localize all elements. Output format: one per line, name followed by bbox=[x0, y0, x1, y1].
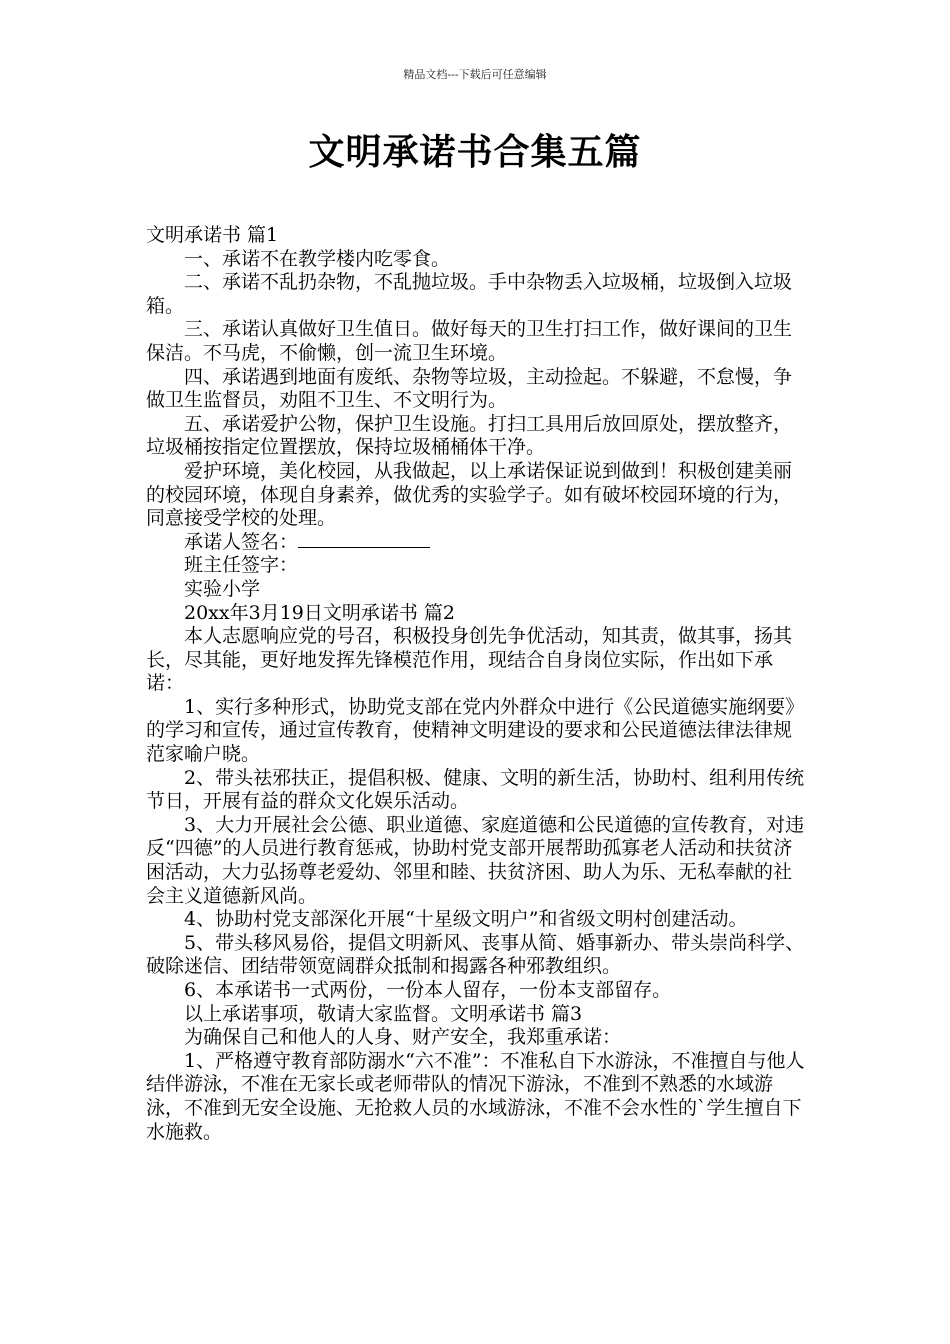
signature-label: 承诺人签名： bbox=[184, 530, 299, 553]
paragraph: 1、实行多种形式，协助党支部在党内外群众中进行《公民道德实施纲要》的学习和宣传，通过宣传教育，使精神文明建设的要求和公民道德法律法律规范家喻户晓。 bbox=[146, 695, 805, 766]
teacher-signature-label: 班主任签字： bbox=[184, 554, 299, 577]
paragraph: 爱护环境，美化校园，从我做起，以上承诺保证说到做到！积极创建美丽的校园环境，体现自身素养，做优秀的实验学子。如有破坏校园环境的行为，同意接受学校的处理。 bbox=[146, 459, 793, 530]
signature-line bbox=[146, 531, 806, 555]
paragraph: 5、带头移风易俗，提倡文明新风、丧事从简、婚事新办、带头崇尚科学、破除迷信、团结带领宽阔群众抵制和揭露各种邪教组织。 bbox=[146, 931, 805, 978]
paragraph: 3、大力开展社会公德、职业道德、家庭道德和公民道德的宣传教育，对违反“四德”的人员进行教育惩戒，协助村党支部开展帮助孤寡老人活动和扶贫济困活动，大力弘扬尊老爱幼、邻里和睦、扶贫济困、助人为乐、无私奉献的社会主义道德新风尚。 bbox=[146, 813, 805, 907]
document-body bbox=[146, 224, 806, 1144]
paragraph: 4、协助村党支部深化开展“十星级文明户”和省级文明村创建活动。 bbox=[184, 908, 748, 931]
paragraph: 一、承诺不在教学楼内吃零食。 bbox=[184, 247, 451, 270]
paragraph: 四、承诺遇到地面有废纸、杂物等垃圾，主动捡起。不躲避，不怠慢，争做卫生监督员，劝阻不卫生、不文明行为。 bbox=[146, 365, 793, 412]
paragraph: 2、带头祛邪扶正，提倡积极、健康、文明的新生活，协助村、组利用传统节日，开展有益的群众文化娱乐活动。 bbox=[146, 766, 805, 813]
section-heading-1: 文明承诺书 篇1 bbox=[146, 224, 279, 246]
paragraph: 本人志愿响应党的号召，积极投身创先争优活动，知其责，做其事，扬其长，尽其能，更好地发挥先锋模范作用，现结合自身岗位实际，作出如下承诺： bbox=[146, 625, 793, 695]
paragraph: 三、承诺认真做好卫生值日。做好每天的卫生打扫工作，做好课间的卫生保洁。不马虎，不偷懒，创一流卫生环境。 bbox=[146, 318, 793, 364]
page-header: 精品文档---下载后可任意编辑 bbox=[403, 68, 547, 81]
paragraph: 1、严格遵守教育部防溺水“六不准”：不准私自下水游泳，不准擅自与他人结伴游泳，不准在无家长或老师带队的情况下游泳，不准到不熟悉的水域游泳，不准到无安全设施、无抢救人员的水域游泳，不准不会水性的`学生擅自下水施救。 bbox=[146, 1049, 805, 1143]
document-title: 文明承诺书合集五篇 bbox=[308, 132, 642, 173]
date-and-heading-2: 20xx年3月19日文明承诺书 篇2 bbox=[184, 601, 456, 624]
paragraph: 6、本承诺书一式两份，一份本人留存，一份本支部留存。 bbox=[184, 979, 672, 1001]
paragraph-and-heading-3: 以上承诺事项，敬请大家监督。文明承诺书 篇3 bbox=[184, 1002, 583, 1025]
paragraph: 二、承诺不乱扔杂物，不乱抛垃圾。手中杂物丢入垃圾桶，垃圾倒入垃圾箱。 bbox=[146, 271, 793, 317]
signature-blank bbox=[298, 531, 430, 548]
paragraph: 为确保自己和他人的人身、财产安全，我郑重承诺： bbox=[184, 1026, 622, 1049]
school-name: 实验小学 bbox=[184, 577, 261, 600]
paragraph: 五、承诺爱护公物，保护卫生设施。打扫工具用后放回原处，摆放整齐，垃圾桶按指定位置摆放，保持垃圾桶桶体干净。 bbox=[146, 412, 793, 459]
